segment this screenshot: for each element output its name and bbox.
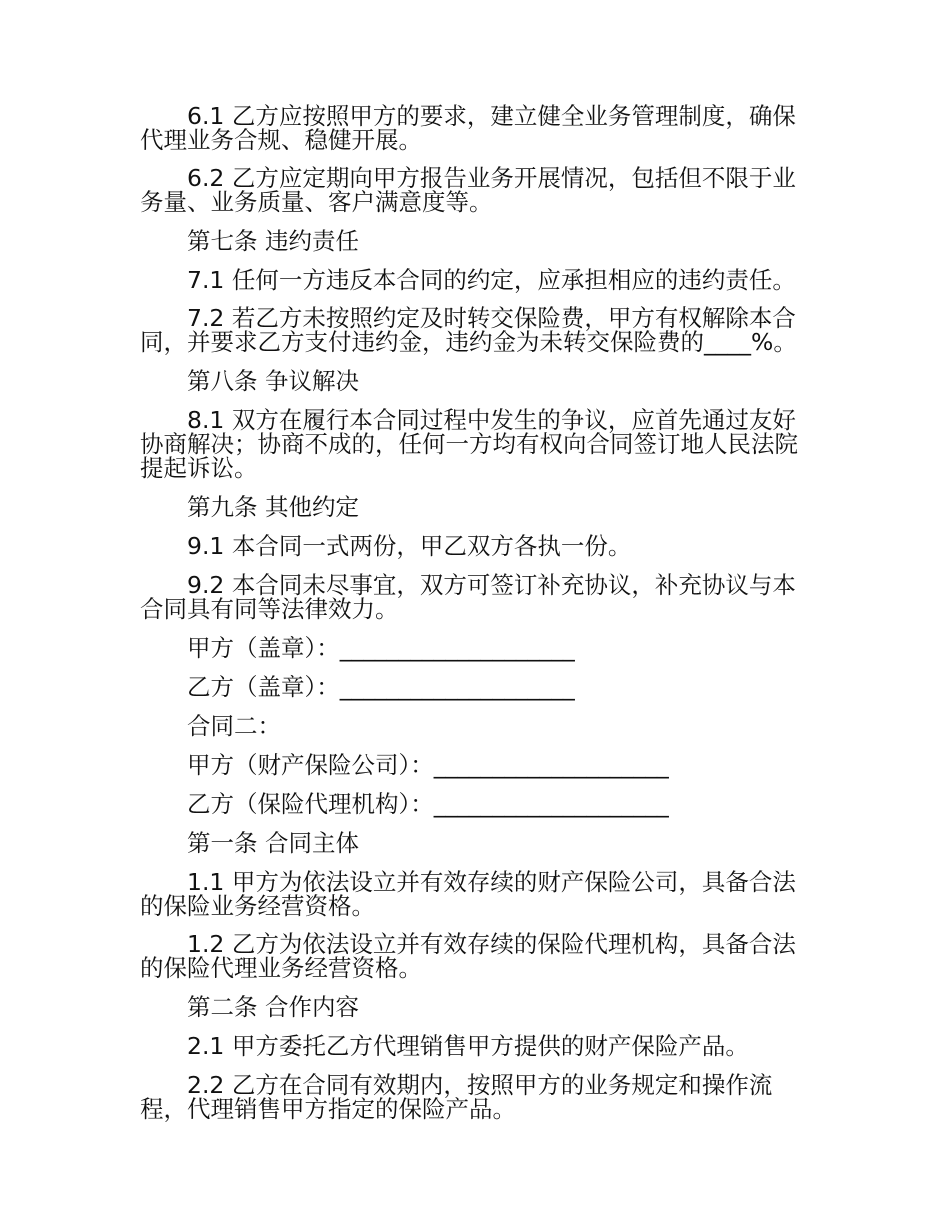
article-1-heading: 第一条 合同主体 [187, 829, 359, 857]
party-b-seal-line: 乙方（盖章）：____________________ [187, 673, 575, 701]
clause-6-1: 6.1 乙方应按照甲方的要求，建立健全业务管理制度，确保代理业务合规、稳健开展。 [140, 102, 796, 154]
clause-9-2: 9.2 本合同未尽事宜，双方可签订补充协议，补充协议与本合同具有同等法律效力。 [140, 571, 796, 623]
clause-7-2: 7.2 若乙方未按照约定及时转交保险费，甲方有权解除本合同，并要求乙方支付违约金，违约金为未转交保险费的____%。 [140, 304, 797, 356]
document-body [140, 104, 805, 1121]
clause-9-1: 9.1 本合同一式两份，甲乙双方各执一份。 [187, 532, 632, 560]
clause-2-1: 2.1 甲方委托乙方代理销售甲方提供的财产保险产品。 [187, 1032, 749, 1060]
contract-two-title: 合同二： [187, 712, 281, 740]
article-9-heading: 第九条 其他约定 [187, 493, 359, 521]
article-2-heading: 第二条 合作内容 [187, 993, 359, 1021]
article-7-heading: 第七条 违约责任 [187, 227, 359, 255]
clause-8-1: 8.1 双方在履行本合同过程中发生的争议，应首先通过友好协商解决；协商不成的，任何一方均有权向合同签订地人民法院提起诉讼。 [140, 406, 798, 482]
clause-1-1: 1.1 甲方为依法设立并有效存续的财产保险公司，具备合法的保险业务经营资格。 [140, 868, 796, 920]
clause-7-1: 7.1 任何一方违反本合同的约定，应承担相应的违约责任。 [187, 266, 796, 294]
party-a-seal-line: 甲方（盖章）：____________________ [187, 634, 575, 662]
party-a-insurer-line: 甲方（财产保险公司）：____________________ [187, 751, 669, 779]
clause-2-2: 2.2 乙方在合同有效期内，按照甲方的业务规定和操作流程，代理销售甲方指定的保险产品。 [140, 1071, 773, 1123]
clause-6-2: 6.2 乙方应定期向甲方报告业务开展情况，包括但不限于业务量、业务质量、客户满意度等。 [140, 164, 796, 216]
article-8-heading: 第八条 争议解决 [187, 367, 359, 395]
clause-1-2: 1.2 乙方为依法设立并有效存续的保险代理机构，具备合法的保险代理业务经营资格。 [140, 930, 796, 982]
party-b-agency-line: 乙方（保险代理机构）：____________________ [187, 790, 669, 818]
